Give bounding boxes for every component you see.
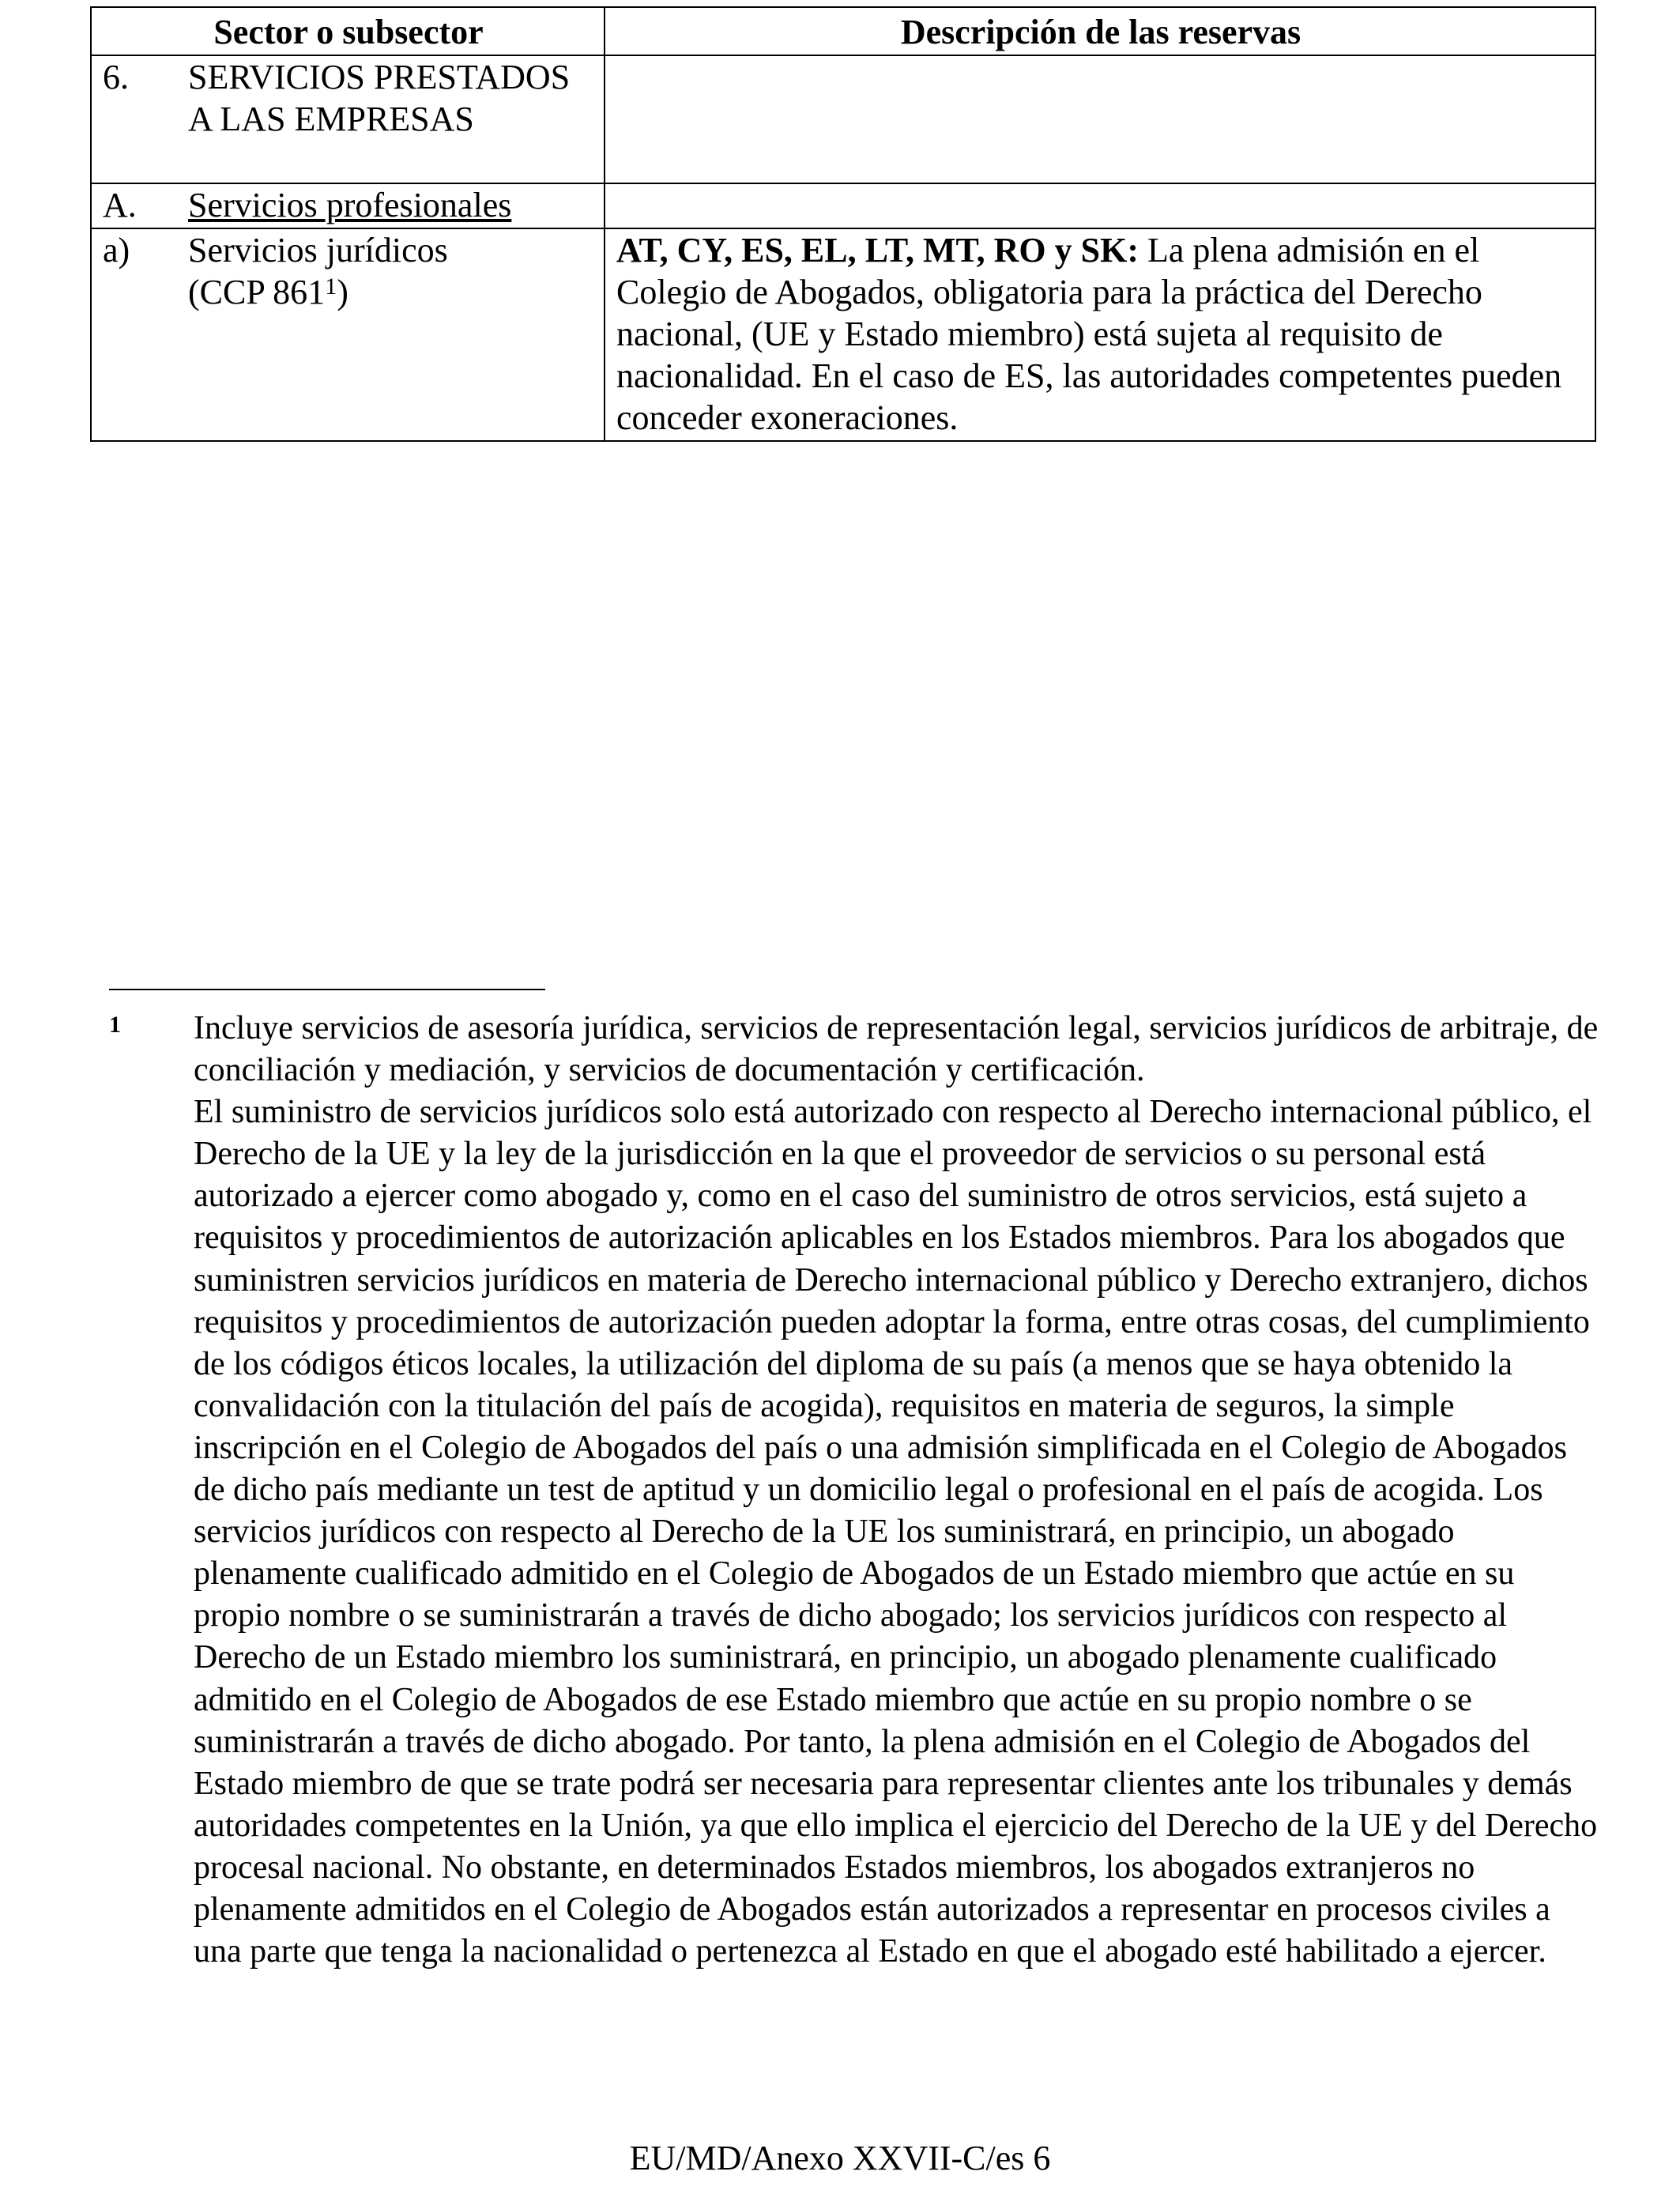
footnote-body xyxy=(194,1008,1600,1973)
description-countries: AT, CY, ES, EL, LT, MT, RO y SK: xyxy=(616,231,1139,270)
description-cell xyxy=(605,228,1595,441)
footnote-paragraph: El suministro de servicios jurídicos solo está autorizado con respecto al Derecho internacional público, el Derecho de la UE y la ley de la jurisdicción en la que el proveedor de servicios o su personal está autorizado a ejercer como abogado y, como en el caso del suministro de otros servicios, está sujeto a requisitos y procedimientos de autorización aplicables en los Estados miembros. Para los abogados que suministren servicios jurídicos en materia de Derecho internacional público y Derecho extranjero, dichos requisitos y procedimientos de autorización pueden adoptar la forma, entre otras cosas, del cumplimiento de los códigos éticos locales, la utilización del diploma de su país (a menos que se haya obtenido la convalidación con la titulación del país de acogida), requisitos en materia de seguros, la simple inscripción en el Colegio de Abogados del país o una admisión simplificada en el Colegio de Abogados de dicho país mediante un test de aptitud y un domicilio legal o profesional en el país de acogida. Los servicios jurídicos con respecto al Derecho de la UE los suministrará, en principio, un abogado plenamente cualificado admitido en el Colegio de Abogados de un Estado miembro que actúe en su propio nombre o se suministrarán a través de dicho abogado; los servicios jurídicos con respecto al Derecho de un Estado miembro los suministrará, en principio, un abogado plenamente cualificado admitido en el Colegio de Abogados de ese Estado miembro que actúe en su propio nombre o se suministrarán a través de dicho abogado. Por tanto, la plena admisión en el Colegio de Abogados del Estado miembro de que se trate podrá ser necesaria para representar clientes ante los tribunales y demás autoridades competentes en la Unión, ya que ello implica el ejercicio del Derecho de la UE y del Derecho procesal nacional. No obstante, en determinados Estados miembros, los abogados extranjeros no plenamente admitidos en el Colegio de Abogados están autorizados a representar en procesos civiles a una parte que tenga la nacionalidad o pertenezca al Estado en que el abogado esté habilitado a ejercer. xyxy=(194,1094,1598,1970)
header-description: Descripción de las reservas xyxy=(605,7,1595,55)
description-text: La plena admisión en el Colegio de Abogados, obligatoria para la práctica del Derecho nacional, (UE y Estado miembro) está sujeta al requisito de nacionalidad. En el caso de ES, las autoridades competentes pueden conceder exoneraciones. xyxy=(616,231,1562,437)
row-number: A. xyxy=(103,186,137,224)
sector-name-block xyxy=(188,229,591,313)
description-cell xyxy=(605,183,1595,228)
table-row xyxy=(91,55,1595,183)
table-header-row xyxy=(91,7,1595,55)
sector-name: Servicios jurídicos xyxy=(188,231,448,270)
description-cell xyxy=(605,55,1595,183)
footnote-paragraph: Incluye servicios de asesoría jurídica, servicios de representación legal, servicios jurídicos de arbitraje, de conciliación y mediación, y servicios de documentación y certificación. xyxy=(194,1010,1599,1089)
sector-code-prefix: (CCP 861 xyxy=(188,273,326,311)
footnote-separator xyxy=(109,989,545,990)
sector-cell xyxy=(91,183,605,228)
footnote-reference: 1 xyxy=(325,273,337,300)
sector-cell xyxy=(91,55,605,183)
sector-code-suffix: ) xyxy=(337,273,348,311)
table-row xyxy=(91,228,1595,441)
sector-name: Servicios profesionales xyxy=(188,186,512,224)
page-footer: EU/MD/Anexo XXVII-C/es 6 xyxy=(629,2139,1051,2177)
row-number: 6. xyxy=(103,58,129,96)
sector-cell xyxy=(91,228,605,441)
header-sector: Sector o subsector xyxy=(91,7,605,55)
row-number: a) xyxy=(103,231,130,270)
table-row xyxy=(91,183,1595,228)
sector-name: SERVICIOS PRESTADOS A LAS EMPRESAS xyxy=(188,58,571,138)
footnote-mark: 1 xyxy=(109,1012,121,1038)
reservations-table xyxy=(90,6,1596,442)
